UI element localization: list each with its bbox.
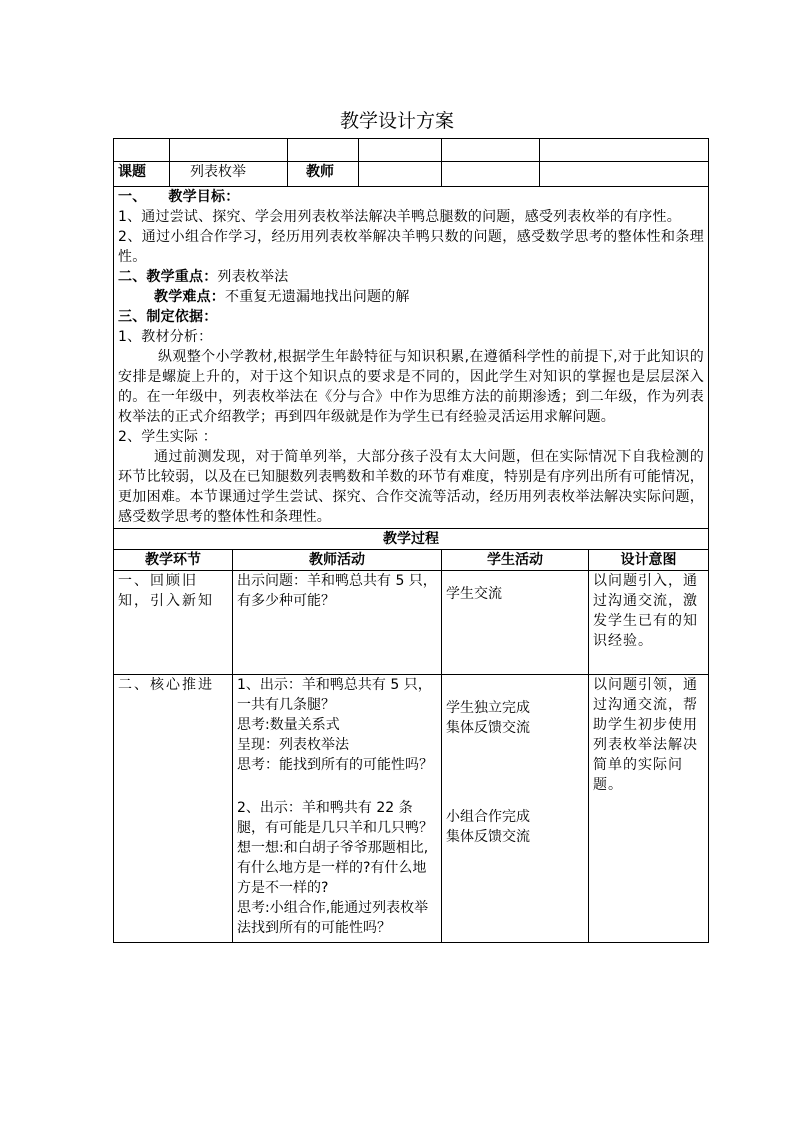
table-row xyxy=(114,571,709,675)
teacher-activity-line: 2、出示：羊和鸭共有 22 条腿，有可能是几只羊和几只鸭？ xyxy=(237,800,433,836)
student-situation-text: 通过前测发现，对于简单列举，大部分孩子没有太大问题，但在实际情况下自我检测的环节比较弱，以及在已知腿数列表鸭数和羊数的环节有难度，特别是有序列出所有可能情况，更加困难。本节课通过学生尝试、探究、合作交流等活动，经历用列表枚举法解决实际问题，感受数学思考的整体性和条理性。 xyxy=(118,449,704,525)
objective-item-1: 1、通过尝试、探究、学会用列表枚举法解决羊鸭总腿数的问题，感受列表枚举的有序性。 xyxy=(118,209,681,225)
teacher-label: 教师 xyxy=(288,162,359,187)
blank-row xyxy=(114,139,709,162)
process-column-headers xyxy=(114,550,709,571)
student-activity-line: 小组合作完成 xyxy=(446,809,530,825)
difficulty-value: 不重复无遗漏地找出问题的解 xyxy=(225,289,410,305)
teacher-activity-line: 呈现：列表枚举法 xyxy=(237,737,349,753)
topic-label: 课题 xyxy=(114,162,170,187)
teacher-activity-line: 思考:小组合作,能通过列表枚举法找到所有的可能性吗？ xyxy=(237,900,429,936)
lesson-plan-table xyxy=(113,138,709,943)
teacher-activity-cell xyxy=(233,675,442,943)
column-header-intent: 设计意图 xyxy=(589,550,709,571)
document-title: 教学设计方案 xyxy=(339,110,454,132)
table-row xyxy=(114,675,709,943)
teacher-activity-line: 思考:数量关系式 xyxy=(237,717,340,733)
student-activity-cell xyxy=(442,571,589,675)
objectives-heading: 教学目标： xyxy=(168,189,240,205)
student-activity-cell xyxy=(442,675,589,943)
student-activity-line: 集体反馈交流 xyxy=(446,720,530,736)
objective-item-2: 2、通过小组合作学习，经历用列表枚举解决羊鸭只数的问题，感受数学思考的整体性和条理性。 xyxy=(118,229,704,265)
design-intent-cell: 以问题引领，通过沟通交流，帮助学生初步使用列表枚举法解决简单的实际问题。 xyxy=(589,675,709,943)
teacher-value xyxy=(359,162,442,187)
student-activity-line: 学生独立完成 xyxy=(446,700,530,716)
topic-value: 列表枚举 xyxy=(170,162,288,187)
plan-overview-row xyxy=(114,187,709,529)
stage-cell: 一、回顾旧知，引入新知 xyxy=(114,571,233,675)
topic-row xyxy=(114,162,709,187)
process-heading-row xyxy=(114,529,709,550)
teacher-activity-line: 1、出示：羊和鸭总共有 5 只，一共有几条腿？ xyxy=(237,677,432,713)
material-analysis-text: 纵观整个小学教材,根据学生年龄特征与知识积累,在遵循科学性的前提下,对于此知识的安排是螺旋上升的，对于这个知识点的要求是不同的，因此学生对知识的掌握也是层层深入的。在一年级中，列表枚举法在《分与合》中作为思维方法的前期渗透；到二年级，作为列表枚举法的正式介绍教学；再到四年级就是作为学生已有经验灵活运用求解问题。 xyxy=(118,349,704,425)
process-heading: 教学过程 xyxy=(114,529,709,550)
teacher-activity-cell xyxy=(233,571,442,675)
difficulty-label: 教学难点： xyxy=(154,289,225,305)
column-header-student: 学生活动 xyxy=(442,550,589,571)
objectives-heading-number: 一、 xyxy=(118,189,147,205)
teacher-activity-line: 思考：能找到所有的可能性吗？ xyxy=(237,757,433,773)
student-activity-line: 集体反馈交流 xyxy=(446,829,530,845)
teacher-activity-spacer xyxy=(237,775,437,798)
column-header-teacher: 教师活动 xyxy=(233,550,442,571)
stage-cell: 二、核心推进 xyxy=(114,675,233,943)
student-situation-title: 2、学生实际 ： xyxy=(118,429,217,445)
column-header-stage: 教学环节 xyxy=(114,550,233,571)
teacher-activity-line: 出示问题：羊和鸭总共有 5 只，有多少种可能？ xyxy=(237,573,437,609)
design-intent-cell: 以问题引入，通过沟通交流，激发学生已有的知识经验。 xyxy=(589,571,709,675)
key-points-heading: 二、教学重点： xyxy=(118,269,218,285)
basis-heading: 三、制定依据： xyxy=(118,309,218,325)
material-analysis-title: 1、教材分析： xyxy=(118,329,213,345)
teacher-activity-line: 想一想:和白胡子爷爷那题相比,有什么地方是一样的?有什么地方是不一样的? xyxy=(237,840,429,896)
student-activity-line: 学生交流 xyxy=(446,586,502,602)
key-points-value: 列表枚举法 xyxy=(217,269,289,285)
